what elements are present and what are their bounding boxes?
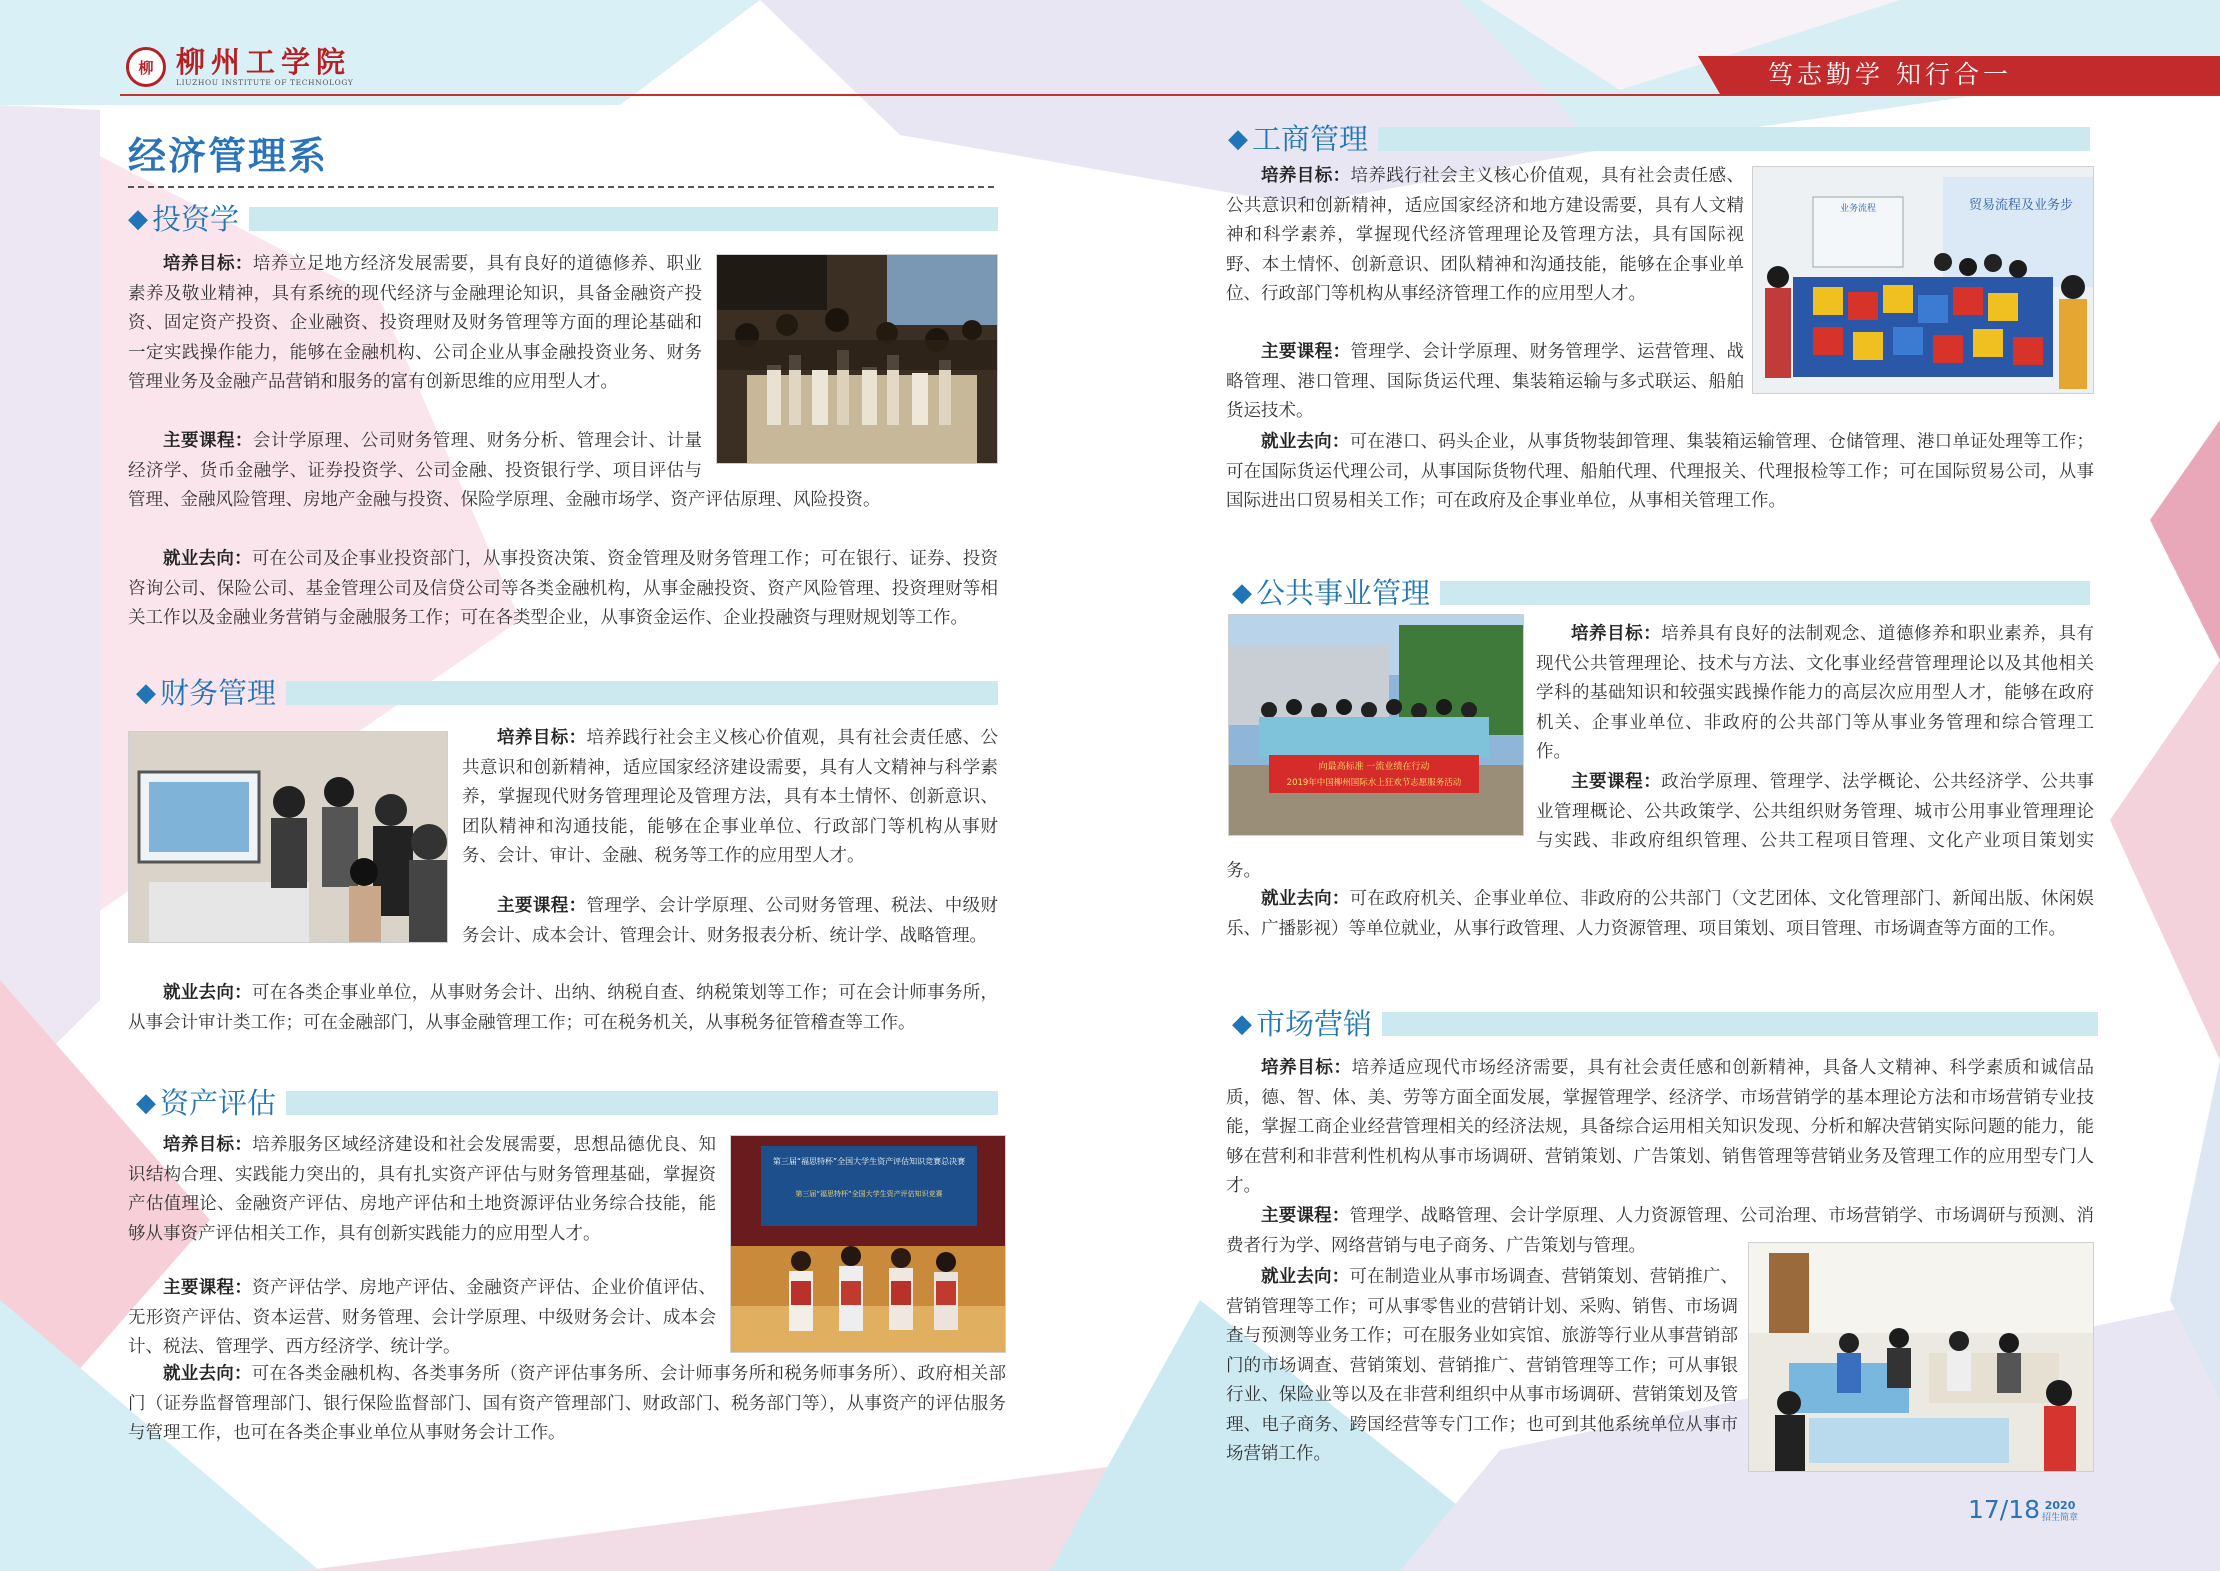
- appraisal-goal: 培养目标：培养服务区域经济建设和社会发展需要，思想品德优良、知识结构合理、实践能力突出的，具有扎实资产评估与财务管理基础，掌握资产估值理论、金融资产评估、房地产评估和土地资源评估业务综合技能，能够从事资产评估相关工作，具有创新实践能力的应用型人才。: [128, 1135, 716, 1244]
- school-name-cn: 柳州工学院: [176, 45, 352, 79]
- brochure-label: 招生简章: [2042, 1513, 2079, 1523]
- finance-courses: 主要课程：管理学、会计学原理、公司财务管理、税法、中级财务会计、成本会计、管理会计、财务报表分析、统计学、战略管理。: [462, 896, 999, 946]
- finance-photo: [128, 731, 448, 943]
- section-title: 投资学: [152, 202, 240, 236]
- school-logo: [126, 46, 353, 88]
- finance-goal: 培养目标：培养践行社会主义核心价值观，具有社会责任感、公共意识和创新精神，适应国家经济建设需要，具有人文精神与科学素养，掌握现代财务管理理论及管理方法，具有本土情怀、创新意识、团队精神和沟通技能，能够在企事业单位、行政部门等机构从事财务、会计、审计、金融、税务等工作的应用型人才。: [462, 728, 999, 866]
- public-goal: 培养目标：培养具有良好的法制观念、道德修养和职业素养，具有现代公共管理理论、技术与方法、文化事业经营管理理论以及其他相关学科的基础知识和较强实践操作能力的高层次应用型人才，能够在政府机关、企事业单位、非政府的公共部门等从事业务管理和综合管理工作。: [1536, 624, 2095, 762]
- page-number-text: 17/18: [1968, 1495, 2041, 1524]
- marketing-career: 就业去向：可在制造业从事市场调查、营销策划、营销推广、营销管理等工作；可从事零售业的营销计划、采购、销售、市场调查与预测等业务工作；可在服务业如宾馆、旅游等行业从事营销部门的市场调查、营销策划、营销推广、营销管理等工作；可从事银行业、保险业等以及在非营利组织中从事市场调研、营销策划及管理、电子商务、跨国经营等专门工作；也可到其他系统单位从事市场营销工作。: [1226, 1267, 1739, 1464]
- brochure-year: 2020: [2044, 1499, 2076, 1512]
- section-heading-public: [1232, 576, 2090, 610]
- appraisal-photo: [730, 1135, 1006, 1353]
- section-title: 工商管理: [1252, 122, 1369, 156]
- diamond-icon: ◆: [1232, 578, 1252, 608]
- school-seal-icon: 柳: [126, 47, 166, 87]
- marketing-courses: 主要课程：管理学、战略管理、会计学原理、人力资源管理、公司治理、市场营销学、市场调研与预测、消费者行为学、网络营销与电子商务、广告策划与管理。: [1226, 1206, 2095, 1256]
- business-career: 就业去向：可在港口、码头企业，从事货物装卸管理、集装箱运输管理、仓储管理、港口单证处理等工作；可在国际货运代理公司，从事国际货物代理、船舶代理、代理报关、代理报检等工作；可在国际贸易公司，从事国际进出口贸易相关工作；可在政府及企事业单位，从事相关管理工作。: [1226, 432, 2095, 511]
- heading-bar: [286, 681, 998, 705]
- investment-career: 就业去向：可在公司及企事业投资部门，从事投资决策、资金管理及财务管理工作；可在银行、证券、投资咨询公司、保险公司、基金管理公司及信贷公司等各类金融机构，从事金融投资、资产风险管理、投资理财等相关工作以及金融业务营销与金融服务工作；可在各类型企业，从事资金运作、企业投融资与理财规划等工作。: [128, 549, 998, 628]
- public-banner-top: 向最高标准 一流业绩在行动: [1318, 762, 1430, 772]
- header-rule: [120, 94, 2220, 96]
- investment-goal: 培养目标：培养立足地方经济发展需要，具有良好的道德修养、职业素养及敬业精神，具有系统的现代经济与金融理论知识，具备金融资产投资、固定资产投资、企业融资、投资理财及财务管理等方面的理论基础和一定实践操作能力，能够在金融机构、公司企业从事金融投资业务、财务管理业务及金融产品营销和服务的富有创新思维的应用型人才。: [128, 254, 703, 392]
- section-title: 财务管理: [160, 676, 277, 710]
- heading-bar: [249, 207, 998, 231]
- page-number: [1968, 1496, 2078, 1524]
- diamond-icon: ◆: [128, 204, 148, 234]
- marketing-goal: 培养目标：培养适应现代市场经济需要，具有社会责任感和创新精神，具备人文精神、科学素质和诚信品质，德、智、体、美、劳等方面全面发展，掌握管理学、经济学、市场营销学的基本理论方法和市场营销专业技能，掌握工商企业经营管理相关的经济法规，具备综合运用相关知识发现、分析和解决营销实际问题的能力，能够在营利和非营利性机构从事市场调研、营销策划、广告策划、销售管理等营销业务及管理工作的应用型专门人才。: [1226, 1058, 2095, 1196]
- section-heading-finance: [136, 676, 998, 710]
- section-heading-marketing: [1232, 1007, 2098, 1041]
- diamond-icon: ◆: [1232, 1009, 1252, 1039]
- section-heading-investment: [128, 202, 998, 236]
- public-courses: 主要课程：政治学原理、管理学、法学概论、公共经济学、公共事业管理概论、公共政策学、公共组织财务管理、城市公用事业管理理论与实践、非政府组织管理、公共工程项目管理、文化产业项目策划实务。: [1226, 772, 2095, 881]
- section-title: 公共事业管理: [1256, 576, 1431, 610]
- finance-career: 就业去向：可在各类企事业单位，从事财务会计、出纳、纳税自查、纳税策划等工作；可在会计师事务所，从事会计审计类工作；可在金融部门，从事金融管理工作；可在税务机关，从事税务征管稽查等工作。: [128, 983, 998, 1033]
- section-title: 资产评估: [160, 1086, 277, 1120]
- diamond-icon: ◆: [136, 678, 156, 708]
- heading-bar: [286, 1091, 998, 1115]
- business-board-text-2: 业务流程: [1839, 204, 1877, 214]
- section-title: 市场营销: [1256, 1007, 1373, 1041]
- diamond-icon: ◆: [136, 1088, 156, 1118]
- heading-bar: [1378, 127, 2090, 151]
- heading-bar: [1382, 1012, 2098, 1036]
- business-goal: 培养目标：培养践行社会主义核心价值观，具有社会责任感、公共意识和创新精神，适应国家经济和地方建设需要，具有人文精神和科学素养，掌握现代经济管理理论及管理方法，具有国际视野、本土情怀、创新意识、团队精神和沟通技能，能够在企事业单位、行政部门等机构从事经济管理工作的应用型人才。: [1226, 166, 1745, 304]
- school-name-en: LIUZHOU INSTITUTE OF TECHNOLOGY: [176, 78, 354, 87]
- title-divider: [128, 186, 994, 188]
- business-board-text: 贸易流程及业务步: [1968, 198, 2074, 213]
- appraisal-career: 就业去向：可在各类金融机构、各类事务所（资产评估事务所、会计师事务所和税务师事务所）、政府相关部门（证券监督管理部门、银行保险监督部门、国有资产管理部门、财政部门、税务部门等），从事资产的评估服务与管理工作，也可在各类企事业单位从事财务会计工作。: [128, 1364, 1006, 1443]
- department-title: 经济管理系: [128, 134, 329, 178]
- investment-courses: 主要课程：会计学原理、公司财务管理、财务分析、管理会计、计量经济学、货币金融学、证券投资学、公司金融、投资银行学、项目评估与管理、金融风险管理、房地产金融与投资、保险学原理、金融市场学、资产评估原理、风险投资。: [128, 431, 881, 510]
- marketing-photo: [1748, 1242, 2094, 1472]
- public-career: 就业去向：可在政府机关、企事业单位、非政府的公共部门（文艺团体、文化管理部门、新闻出版、休闲娱乐、广播影视）等单位就业，从事行政管理、人力资源管理、项目策划、项目管理、市场调查等方面的工作。: [1226, 889, 2095, 939]
- appraisal-screen-subtitle: 第三届“福思特杯”全国大学生资产评估知识竞赛: [795, 1190, 943, 1198]
- heading-bar: [1440, 581, 2090, 605]
- section-heading-business: [1228, 122, 2090, 156]
- section-heading-appraisal: [136, 1086, 998, 1120]
- school-motto: 笃志勤学 知行合一: [1768, 60, 2012, 89]
- business-courses: 主要课程：管理学、会计学原理、财务管理学、运营管理、战略管理、港口管理、国际货运代理、集装箱运输与多式联运、船舶货运技术。: [1226, 342, 1745, 421]
- diamond-icon: ◆: [1228, 124, 1248, 154]
- public-banner-bottom: 2019年中国柳州国际水上狂欢节志愿服务活动: [1286, 778, 1462, 788]
- business-photo: [1752, 166, 2094, 394]
- appraisal-courses: 主要课程：资产评估学、房地产评估、金融资产评估、企业价值评估、无形资产评估、资本运营、财务管理、会计学原理、中级财务会计、成本会计、税法、管理学、西方经济学、统计学。: [128, 1278, 716, 1357]
- appraisal-screen-title: 第三届“福思特杯”全国大学生资产评估知识竞赛总决赛: [772, 1157, 966, 1166]
